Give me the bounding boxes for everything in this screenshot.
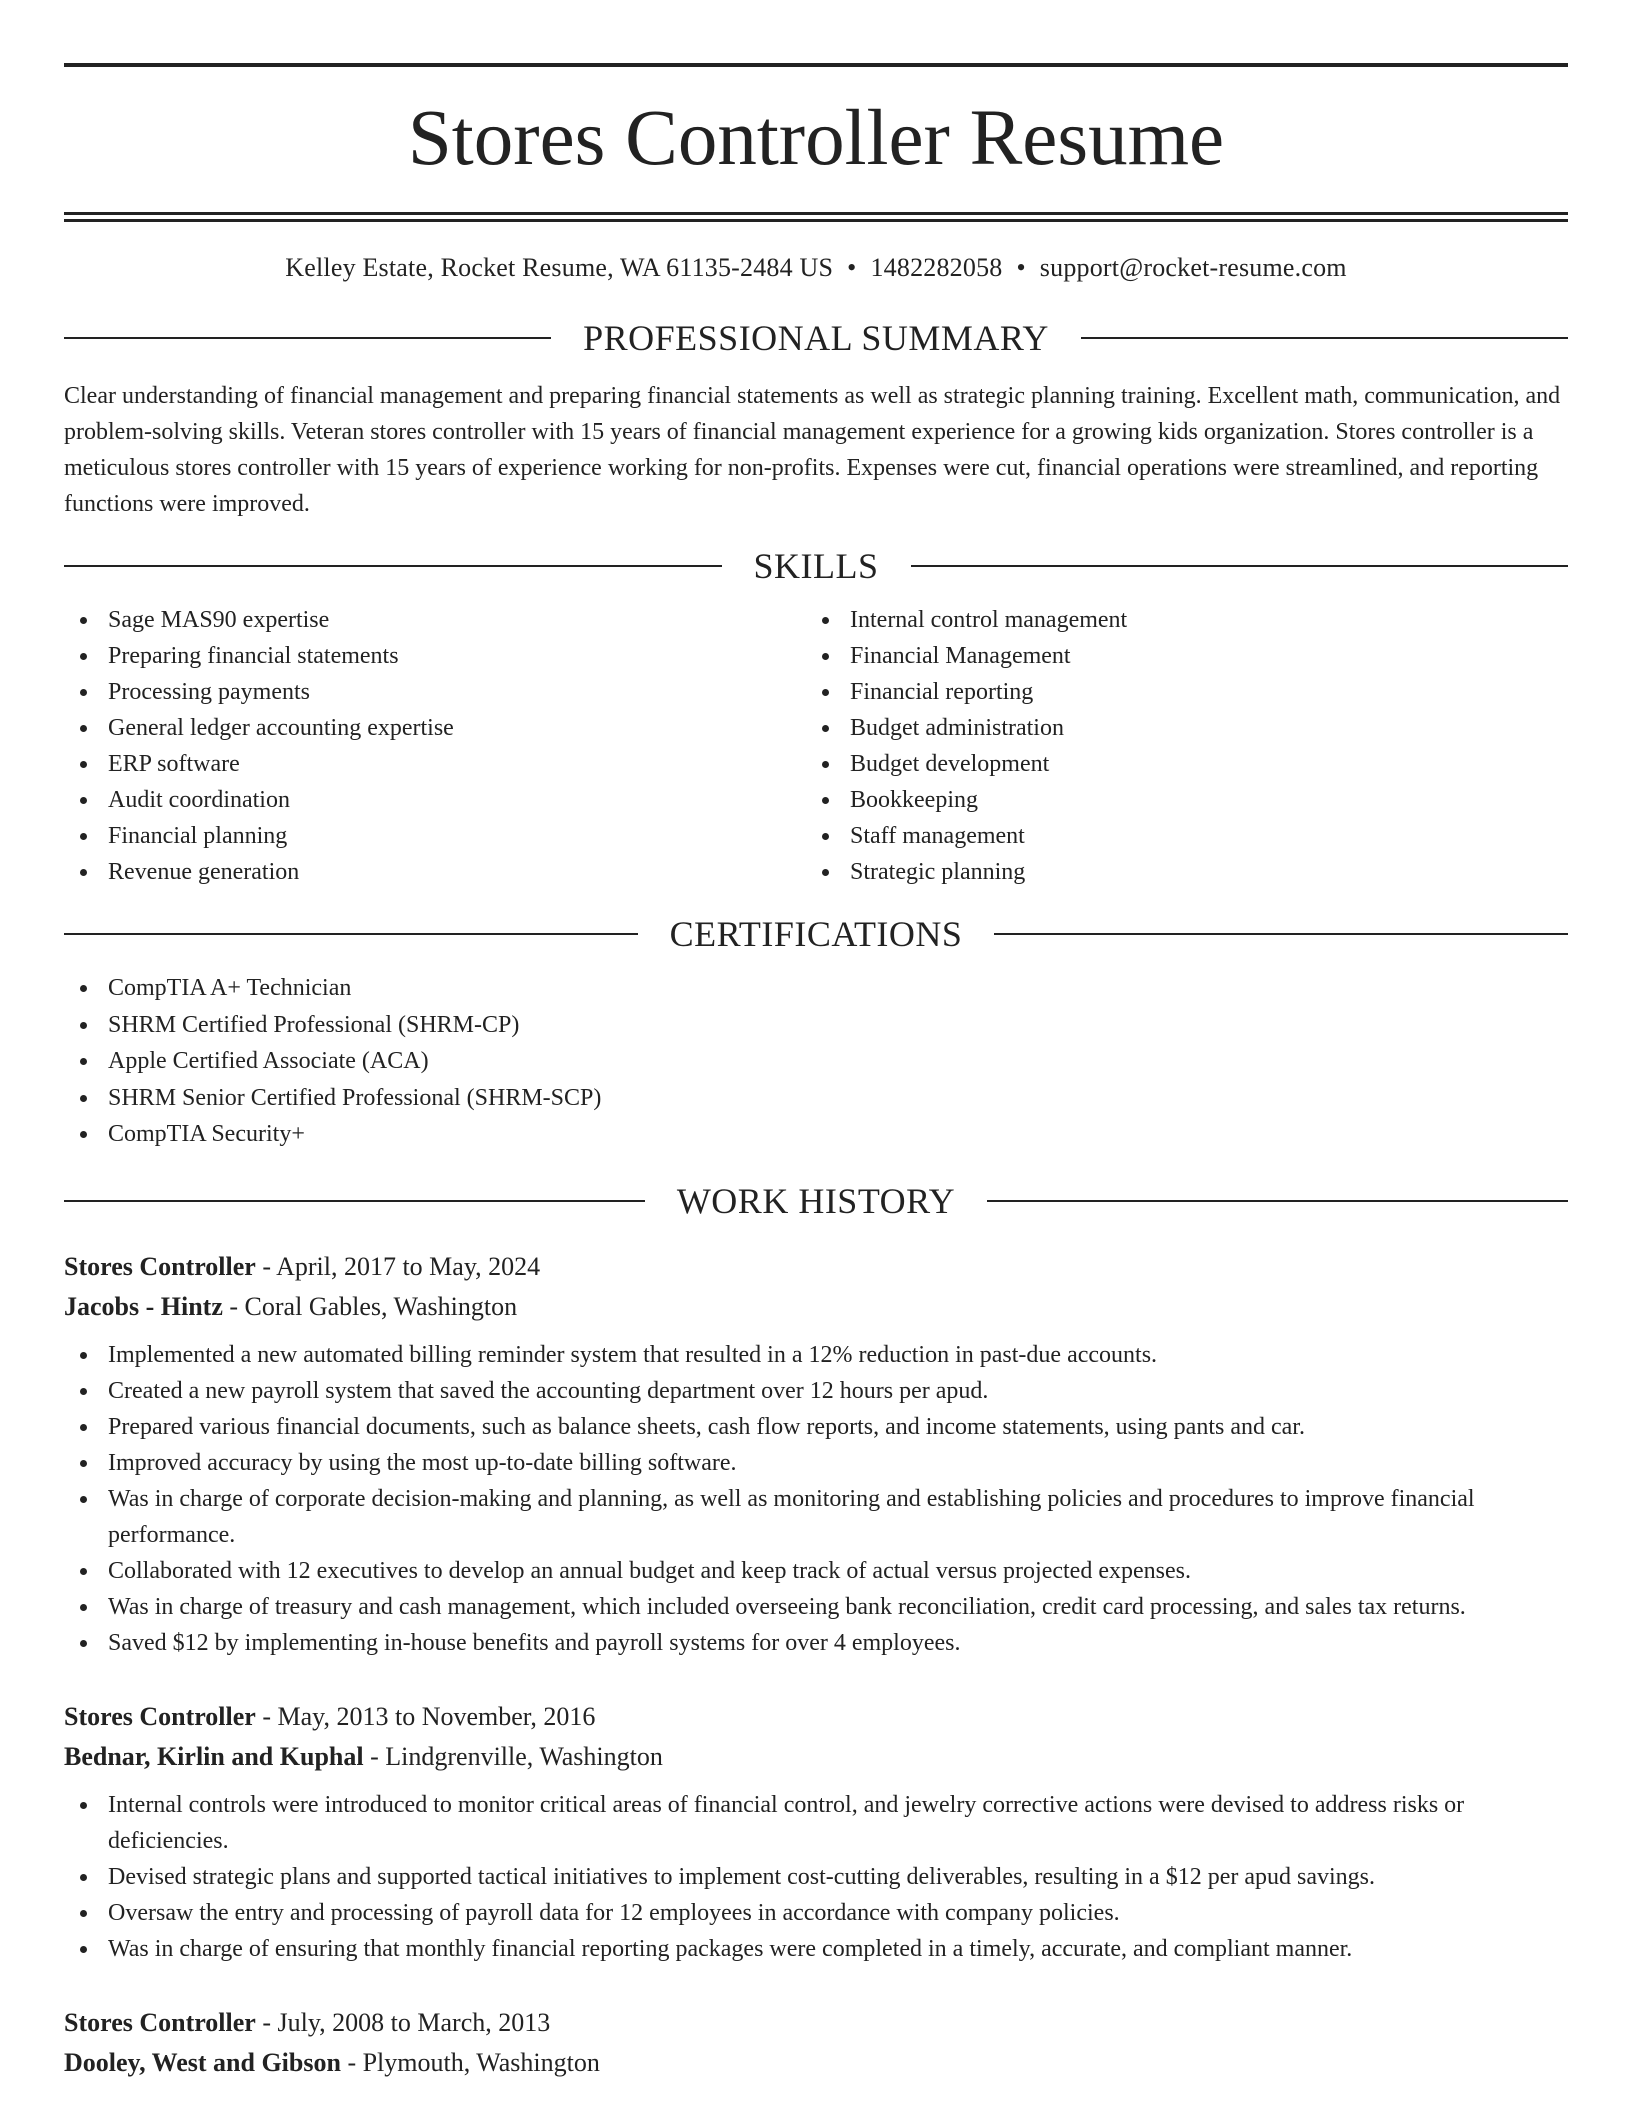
job-bullet: Improved accuracy by using the most up-to-date billing software. xyxy=(64,1445,1568,1481)
contact-separator: • xyxy=(847,253,857,282)
job-bullet-list xyxy=(64,1337,1568,1661)
job-dates: - July, 2008 to March, 2013 xyxy=(255,2007,551,2037)
job-bullet: Devised strategic plans and supported tactical initiatives to implement cost-cutting deliverables, resulting in a $12 per apud savings. xyxy=(64,1859,1568,1895)
section-rule xyxy=(64,1200,645,1202)
resume-document xyxy=(64,0,1568,2083)
skill-item: ERP software xyxy=(64,746,806,782)
section-title: PROFESSIONAL SUMMARY xyxy=(583,318,1049,358)
certification-item: Apple Certified Associate (ACA) xyxy=(64,1043,1568,1080)
skill-item: Preparing financial statements xyxy=(64,638,806,674)
contact-address: Kelley Estate, Rocket Resume, WA 61135-2484 US xyxy=(285,253,834,282)
job-bullet: Prepared various financial documents, such as balance sheets, cash flow reports, and income statements, using pants and car. xyxy=(64,1409,1568,1445)
skill-item: Budget administration xyxy=(806,710,1548,746)
section-header-skills xyxy=(64,544,1568,588)
job-dates: - April, 2017 to May, 2024 xyxy=(255,1251,541,1281)
job-entry xyxy=(64,2003,1568,2083)
job-bullet: Saved $12 by implementing in-house benefits and payroll systems for over 4 employees. xyxy=(64,1625,1568,1661)
job-bullet: Was in charge of ensuring that monthly financial reporting packages were completed in a timely, accurate, and compliant manner. xyxy=(64,1931,1568,1967)
job-company: Bednar, Kirlin and Kuphal xyxy=(64,1741,364,1771)
job-bullet-list xyxy=(64,1787,1568,1967)
skills-columns xyxy=(64,602,1568,890)
section-rule xyxy=(64,933,638,935)
job-dates: - May, 2013 to November, 2016 xyxy=(255,1701,596,1731)
job-company-line xyxy=(64,1287,1568,1327)
skill-item: Processing payments xyxy=(64,674,806,710)
skills-list-left xyxy=(64,602,806,890)
section-header-certifications xyxy=(64,912,1568,956)
section-rule xyxy=(1081,337,1568,339)
top-rule xyxy=(64,63,1568,67)
job-company: Jacobs - Hintz xyxy=(64,1291,223,1321)
skill-item: Bookkeeping xyxy=(806,782,1548,818)
skill-item: General ledger accounting expertise xyxy=(64,710,806,746)
title-double-rule xyxy=(64,212,1568,222)
skill-item: Financial Management xyxy=(806,638,1548,674)
job-title-line xyxy=(64,1697,1568,1737)
skill-item: Staff management xyxy=(806,818,1548,854)
job-role: Stores Controller xyxy=(64,1701,256,1731)
skill-item: Internal control management xyxy=(806,602,1548,638)
certification-item: CompTIA Security+ xyxy=(64,1116,1568,1153)
skill-item: Budget development xyxy=(806,746,1548,782)
job-company-line xyxy=(64,1737,1568,1777)
contact-email: support@rocket-resume.com xyxy=(1039,253,1347,282)
skill-item: Strategic planning xyxy=(806,854,1548,890)
job-bullet: Internal controls were introduced to monitor critical areas of financial control, and jewelry corrective actions were devised to address risks or deficiencies. xyxy=(64,1787,1568,1859)
job-location: - Plymouth, Washington xyxy=(340,2047,600,2077)
job-role: Stores Controller xyxy=(64,1251,256,1281)
contact-separator: • xyxy=(1016,253,1026,282)
job-bullet: Was in charge of treasury and cash management, which included overseeing bank reconciliation, credit card processing, and sales tax returns. xyxy=(64,1589,1568,1625)
job-bullet: Was in charge of corporate decision-making and planning, as well as monitoring and establishing policies and procedures to improve financial performance. xyxy=(64,1481,1568,1553)
section-title: SKILLS xyxy=(753,546,879,586)
certification-item: CompTIA A+ Technician xyxy=(64,970,1568,1007)
skills-list-right xyxy=(806,602,1548,890)
job-location: - Lindgrenville, Washington xyxy=(363,1741,663,1771)
summary-paragraph: Clear understanding of financial management and preparing financial statements as well as strategic planning training. Excellent math, communication, and problem-solving skills. Veteran stores controller with 15 years of financial management experience for a growing kids organization. Stores controller is a meticulous stores controller with 15 years of experience working for non-profits. Expenses were cut, financial operations were streamlined, and reporting functions were improved. xyxy=(64,383,1561,517)
skill-item: Revenue generation xyxy=(64,854,806,890)
job-bullet: Implemented a new automated billing reminder system that resulted in a 12% reduction in past-due accounts. xyxy=(64,1337,1568,1373)
section-rule xyxy=(64,565,722,567)
job-bullet: Oversaw the entry and processing of payroll data for 12 employees in accordance with company policies. xyxy=(64,1895,1568,1931)
job-entry xyxy=(64,1697,1568,1967)
section-header-work-history xyxy=(64,1179,1568,1223)
section-title: CERTIFICATIONS xyxy=(669,914,963,954)
job-title-line xyxy=(64,2003,1568,2043)
job-location: - Coral Gables, Washington xyxy=(222,1291,518,1321)
section-rule xyxy=(987,1200,1568,1202)
work-history-list xyxy=(64,1247,1568,2083)
section-rule xyxy=(64,337,551,339)
certification-item: SHRM Certified Professional (SHRM-CP) xyxy=(64,1007,1568,1044)
job-company-line xyxy=(64,2043,1568,2083)
skill-item: Financial planning xyxy=(64,818,806,854)
job-role: Stores Controller xyxy=(64,2007,256,2037)
job-bullet: Collaborated with 12 executives to develop an annual budget and keep track of actual versus projected expenses. xyxy=(64,1553,1568,1589)
section-rule xyxy=(911,565,1569,567)
job-title-line xyxy=(64,1247,1568,1287)
skill-item: Sage MAS90 expertise xyxy=(64,602,806,638)
page-title: Stores Controller Resume xyxy=(407,95,1225,182)
skill-item: Financial reporting xyxy=(806,674,1548,710)
section-header-summary xyxy=(64,316,1568,360)
contact-phone: 1482282058 xyxy=(870,253,1003,282)
section-title: WORK HISTORY xyxy=(676,1180,956,1221)
contact-line xyxy=(64,250,1568,286)
skill-item: Audit coordination xyxy=(64,782,806,818)
certifications-list xyxy=(64,970,1568,1153)
job-company: Dooley, West and Gibson xyxy=(64,2047,341,2077)
job-bullet: Created a new payroll system that saved the accounting department over 12 hours per apud. xyxy=(64,1373,1568,1409)
section-rule xyxy=(994,933,1568,935)
job-entry xyxy=(64,1247,1568,1661)
certification-item: SHRM Senior Certified Professional (SHRM-SCP) xyxy=(64,1080,1568,1117)
